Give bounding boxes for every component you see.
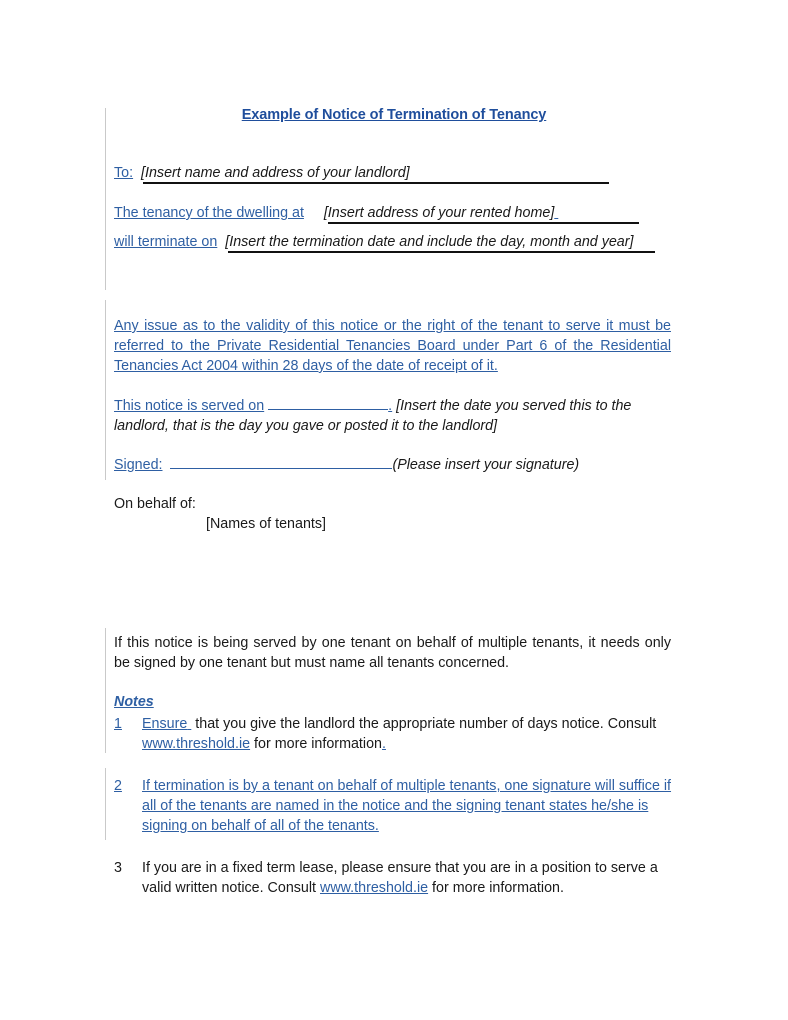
served-date-blank[interactable] xyxy=(268,409,388,410)
tenancy-block xyxy=(114,203,674,252)
tenancy-lead: The tenancy of the dwelling at xyxy=(114,205,304,221)
to-placeholder[interactable]: [Insert name and address of your landlord] xyxy=(141,165,410,181)
note-text-1 xyxy=(114,714,674,754)
served-block xyxy=(114,396,674,436)
note-body-3a: If you are in a fixed term lease, please ensure that you are in a position to serve a valid written notice. Consult xyxy=(142,860,658,896)
note-lead-1: Ensure xyxy=(142,716,188,732)
termination-date-line xyxy=(114,232,670,252)
note-body-3b: for more information. xyxy=(428,880,564,896)
note-item-2 xyxy=(114,776,674,836)
note-body-1b: for more information xyxy=(250,736,382,752)
change-bar-upper xyxy=(105,108,106,290)
note-number-3: 3 xyxy=(114,860,122,876)
signed-block xyxy=(114,455,674,475)
validity-paragraph: Any issue as to the validity of this notice or the right of the tenant to serve it must be referred to the Private Residential Tenancies Board under Part 6 of the Residential Tenancies Act 2004 within 28 days of the date of receipt of it. xyxy=(114,318,671,374)
note-number-1: 1 xyxy=(114,716,122,732)
tenancy-address-line xyxy=(114,203,639,223)
tenants-placeholder[interactable]: [Names of tenants] xyxy=(206,516,326,532)
signature-blank[interactable] xyxy=(170,468,392,469)
multiple-tenants-paragraph: If this notice is being served by one tenant on behalf of multiple tenants, it needs only be signed by one tenant but must name all tenants concerned. xyxy=(114,635,671,671)
signed-label: Signed: xyxy=(114,457,163,473)
change-bar-note2 xyxy=(105,768,106,840)
note-body-1a: that you give the landlord the appropriate number of days notice. Consult xyxy=(191,716,657,732)
notes-heading: Notes xyxy=(114,694,154,710)
tenancy-address-rule xyxy=(328,222,639,224)
to-line-block xyxy=(114,163,674,183)
multiple-tenants-block xyxy=(114,633,674,673)
on-behalf-label: On behalf of: xyxy=(114,496,196,512)
served-line xyxy=(114,396,671,436)
terminate-lead: will terminate on xyxy=(114,234,218,250)
served-period: . xyxy=(388,398,393,414)
note-number-2: 2 xyxy=(114,778,122,794)
document-title-block xyxy=(114,107,674,123)
served-lead: This notice is served on xyxy=(114,398,265,414)
to-line xyxy=(114,163,674,183)
page-title: Example of Notice of Termination of Tenancy xyxy=(241,107,547,123)
terminate-placeholder[interactable]: [Insert the termination date and include the day, month and year] xyxy=(225,234,634,250)
change-bar-middle xyxy=(105,300,106,480)
validity-block xyxy=(114,316,674,376)
note-text-3 xyxy=(114,858,687,898)
signature-hint: (Please insert your signature) xyxy=(392,457,580,473)
threshold-link-1[interactable]: www.threshold.ie xyxy=(142,736,251,752)
served-placeholder[interactable]: [Insert the date you served this to the landlord, that is the day you gave or posted it to the landlord] xyxy=(114,398,632,434)
note-text-2: If termination is by a tenant on behalf of multiple tenants, one signature will suffice if all of the tenants are named in the notice and the signing tenant states he/she is signing on behalf of all of the tenants. xyxy=(142,778,672,834)
note-trailing-1: . xyxy=(381,736,386,752)
note-item-1 xyxy=(114,714,674,754)
signed-line xyxy=(114,455,674,475)
threshold-link-3[interactable]: www.threshold.ie xyxy=(320,880,429,896)
to-label: To: xyxy=(114,165,134,181)
change-bar-notes xyxy=(105,628,106,753)
tenancy-address-placeholder[interactable]: [Insert address of your rented home] xyxy=(323,205,555,221)
terminate-date-rule xyxy=(228,251,655,253)
note-item-3 xyxy=(114,858,674,898)
on-behalf-block xyxy=(114,494,674,534)
to-fill-rule xyxy=(143,182,609,184)
notes-block xyxy=(114,692,674,898)
